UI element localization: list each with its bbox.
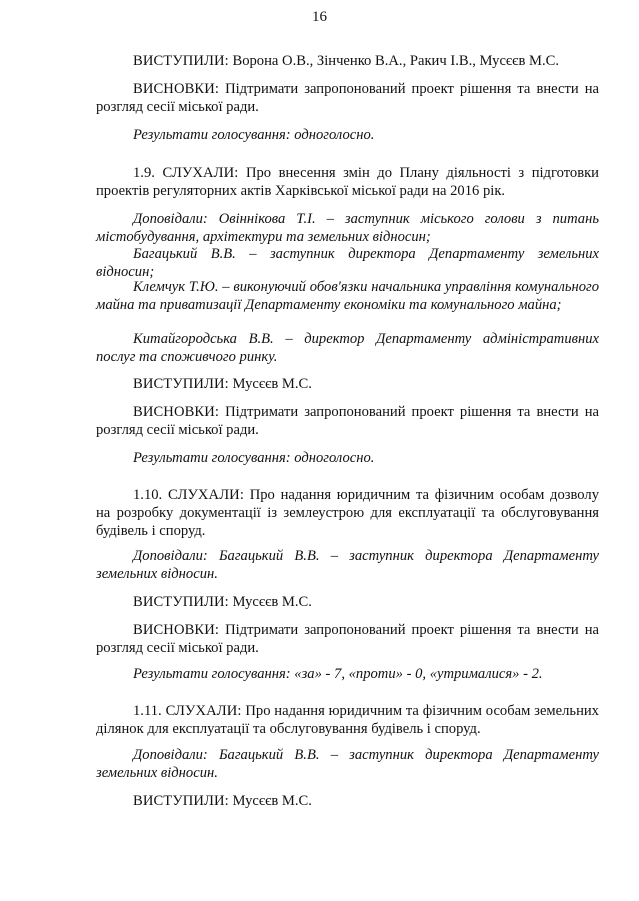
item-number: 1.9. [133, 165, 155, 181]
agenda-item-1-9 [96, 164, 599, 200]
reporters-paragraph: Доповідали: Багацький В.В. – заступник директора Департаменту земельних відносин. [96, 548, 599, 582]
conclusions-label: ВИСНОВКИ: [133, 404, 220, 420]
item-text: Про надання юридичним та фізичним особам дозволу на розробку документації із землеустрою для експлуатації та обслуговування будівель і споруд. [96, 487, 599, 539]
conclusions-paragraph [96, 80, 599, 116]
conclusions-text: Підтримати запропонований проект рішення та внести на розгляд сесії міської ради. [96, 404, 599, 438]
item-number: 1.11. [133, 703, 162, 719]
speakers-label: ВИСТУПИЛИ: [133, 376, 229, 392]
item-number: 1.10. [133, 487, 163, 503]
reporters-paragraph: Доповідали: Багацький В.В. – заступник директора Департаменту земельних відносин. [96, 747, 599, 781]
speakers-paragraph [96, 375, 599, 393]
speakers-label: ВИСТУПИЛИ: [133, 53, 229, 69]
heard-label: СЛУХАЛИ: [161, 703, 242, 719]
page-number: 16 [312, 9, 327, 25]
reporters-paragraph: Доповідали: Овіннікова Т.І. – заступник міського голови з питань містобудування, архітектури та земельних відносин; [96, 211, 599, 245]
voting-results: Результати голосування: «за» - 7, «проти» - 0, «утрималися» - 2. [133, 666, 543, 682]
heard-label: СЛУХАЛИ: [162, 487, 244, 503]
item-text: Про надання юридичним та фізичним особам земельних ділянок для експлуатації та обслуговування будівель і споруд. [96, 703, 599, 737]
speakers-text: Ворона О.В., Зінченко В.А., Ракич І.В., Мусєєв М.С. [228, 53, 559, 69]
voting-results: Результати голосування: одноголосно. [133, 127, 375, 143]
speakers-text: Мусєєв М.С. [228, 594, 312, 610]
conclusions-text: Підтримати запропонований проект рішення та внести на розгляд сесії міської ради. [96, 81, 599, 115]
conclusions-text: Підтримати запропонований проект рішення та внести на розгляд сесії міської ради. [96, 622, 599, 656]
agenda-item-1-11 [96, 702, 599, 738]
reporter-paragraph: Багацький В.В. – заступник директора Департаменту земельних відносин; [96, 246, 599, 280]
speakers-paragraph [96, 52, 599, 70]
speakers-paragraph [96, 792, 599, 810]
reporter-paragraph: Клемчук Т.Ю. – виконуючий обов'язки начальника управління комунального майна та приватизації Департаменту економіки та комунального майна; [96, 279, 599, 313]
heard-label: СЛУХАЛИ: [154, 165, 239, 181]
speakers-text: Мусєєв М.С. [228, 376, 312, 392]
speakers-text: Мусєєв М.С. [228, 793, 312, 809]
item-text: Про внесення змін до Плану діяльності з підготовки проектів регуляторних актів Харківської міської ради на 2016 рік. [96, 165, 599, 199]
conclusions-paragraph [96, 403, 599, 439]
speakers-paragraph [96, 593, 599, 611]
speakers-label: ВИСТУПИЛИ: [133, 793, 229, 809]
reporter-paragraph: Китайгородська В.В. – директор Департаменту адміністративних послуг та споживчого ринку. [96, 331, 599, 365]
conclusions-paragraph [96, 621, 599, 657]
speakers-label: ВИСТУПИЛИ: [133, 594, 229, 610]
agenda-item-1-10 [96, 486, 599, 540]
voting-results: Результати голосування: одноголосно. [133, 450, 375, 466]
conclusions-label: ВИСНОВКИ: [133, 622, 220, 638]
conclusions-label: ВИСНОВКИ: [133, 81, 220, 97]
